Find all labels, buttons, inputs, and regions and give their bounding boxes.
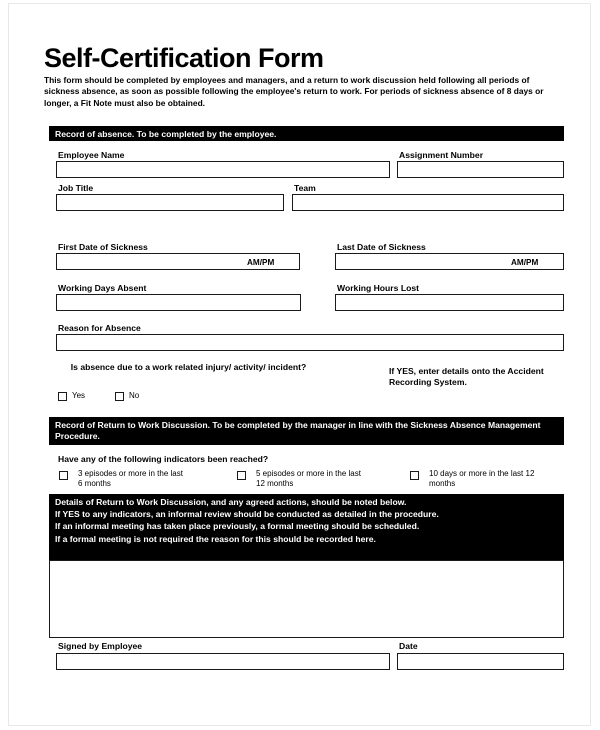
form-intro-text: This form should be completed by employees and managers, and a return to work discussion held following all periods of sickness absence, as soon as possible following the employee's return to work. For periods of sickness absence of 8 days or longer, a Fit Note must also be obtained. [44, 75, 544, 108]
field-assignment-number[interactable] [397, 161, 564, 178]
details-line-1: Details of Return to Work Discussion, and any agreed actions, should be noted below. [55, 497, 407, 507]
section-header-absence: Record of absence. To be completed by the employee. [49, 126, 564, 141]
question-indicators-reached: Have any of the following indicators been reached? [58, 454, 269, 464]
label-assignment-number: Assignment Number [399, 150, 484, 160]
note-accident-recording-system: If YES, enter details onto the Accident Recording System. [389, 366, 544, 388]
label-work-related-no: No [129, 391, 140, 400]
section-header-return-to-work: Record of Return to Work Discussion. To be completed by the manager in line with the Sickness Absence Management Procedure. [49, 417, 564, 445]
section-header-details [49, 494, 564, 560]
form-content [44, 43, 564, 651]
label-indicator-1: 3 episodes or more in the last 6 months [78, 469, 183, 488]
page-title: Self-Certification Form [44, 43, 324, 73]
checkbox-indicator-3[interactable] [410, 471, 419, 480]
checkbox-work-related-yes[interactable] [58, 392, 67, 401]
details-line-3: If an informal meeting has taken place previously, a formal meeting should be scheduled. [55, 521, 420, 532]
label-date: Date [399, 641, 418, 651]
ampm-label-first-date: AM/PM [247, 258, 275, 267]
label-indicator-2: 5 episodes or more in the last 12 months [256, 469, 361, 488]
field-job-title[interactable] [56, 194, 284, 211]
field-reason-for-absence[interactable] [56, 334, 564, 351]
checkbox-work-related-no[interactable] [115, 392, 124, 401]
question-work-related-injury: Is absence due to a work related injury/ activity/ incident? [70, 362, 307, 372]
field-team[interactable] [292, 194, 564, 211]
label-work-related-yes: Yes [72, 391, 86, 400]
ampm-label-last-date: AM/PM [511, 258, 539, 267]
field-details-textarea[interactable] [49, 560, 564, 638]
label-first-date-of-sickness: First Date of Sickness [58, 242, 148, 252]
label-last-date-of-sickness: Last Date of Sickness [337, 242, 426, 252]
label-team: Team [294, 183, 316, 193]
field-signed-by-employee[interactable] [56, 653, 390, 670]
checkbox-indicator-1[interactable] [59, 471, 68, 480]
label-job-title: Job Title [58, 183, 94, 193]
label-working-days-absent: Working Days Absent [58, 283, 147, 293]
label-working-hours-lost: Working Hours Lost [337, 283, 419, 293]
label-employee-name: Employee Name [58, 150, 125, 160]
label-indicator-3: 10 days or more in the last 12 months [429, 469, 535, 488]
details-line-4: If a formal meeting is not required the reason for this should be recorded here. [55, 533, 376, 544]
form-page [8, 3, 591, 726]
field-working-hours-lost[interactable] [335, 294, 564, 311]
details-line-2: If YES to any indicators, an informal review should be conducted as detailed in the procedure. [55, 509, 439, 520]
label-signed-by-employee: Signed by Employee [58, 641, 143, 651]
checkbox-indicator-2[interactable] [237, 471, 246, 480]
field-employee-name[interactable] [56, 161, 390, 178]
field-date[interactable] [397, 653, 564, 670]
field-working-days-absent[interactable] [56, 294, 301, 311]
label-reason-for-absence: Reason for Absence [58, 323, 141, 333]
